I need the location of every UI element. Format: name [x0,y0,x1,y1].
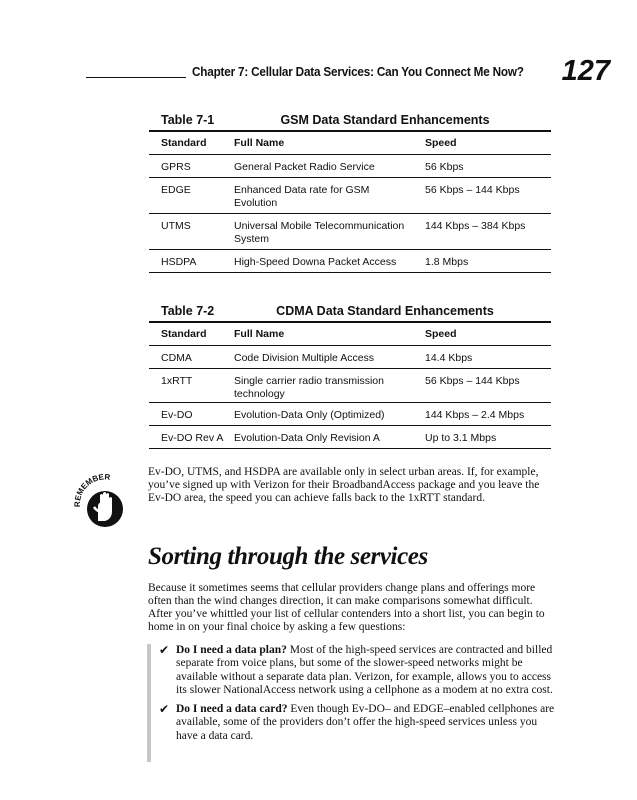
remember-icon [70,465,138,529]
section-title: Sorting through the services [148,543,428,570]
table-cell: 56 Kbps [425,161,464,173]
table-cell: Ev-DO [161,409,193,421]
table-cell: 14.4 Kbps [425,352,473,364]
table-row [149,250,551,273]
table-cell: 56 Kbps – 144 Kbps [425,184,520,196]
table-cdma [149,301,551,449]
table-row [149,403,551,426]
table-title: CDMA Data Standard Enhancements [276,304,494,318]
question-text: Do I need a data plan? [176,644,287,656]
table-cell: Ev-DO Rev A [161,432,224,444]
answer-text: Most of the high-speed services are contracted and billed separate from voice plans, but some of the slower-speed networks might be available without a separate data plan. Verizon, for example, allows you to access its slower NationalAccess network using a cellphone as a modem at no extra cost. [176,644,553,696]
table-cell: 144 Kbps – 384 Kbps [425,220,526,232]
table-title-bar [149,110,551,132]
table-cell: 1xRTT [161,375,193,387]
column-header: Standard [161,137,207,149]
question-list [147,644,559,762]
table-cell: High-Speed Downa Packet Access [234,256,397,268]
table-cell: 144 Kbps – 2.4 Mbps [425,409,525,421]
header-rule [86,77,186,78]
column-header: Speed [425,137,457,149]
table-cell: Up to 3.1 Mbps [425,432,497,444]
table-cell: Enhanced Data rate for GSM Evolution [234,184,370,209]
table-row [149,155,551,178]
table-cell: Evolution-Data Only Revision A [234,432,380,444]
list-item [159,644,559,697]
table-cell: UTMS [161,220,191,232]
check-icon: ✔ [159,643,170,657]
table-cell: Code Division Multiple Access [234,352,375,364]
table-header-row [149,132,551,155]
table-cell: CDMA [161,352,192,364]
table-header-row [149,323,551,346]
table-row [149,214,551,250]
table-cell: Universal Mobile Telecommunication System [234,220,405,245]
table-row [149,426,551,449]
list-item [159,703,559,743]
check-icon: ✔ [159,702,170,717]
section-intro: Because it sometimes seems that cellular providers change plans and offerings more often than the wind changes direction, it can make comparisons somewhat difficult. After you’ve whittled your list of cellular contenders into a short list, you can begin to home in on your final choice by asking a few questions: [148,582,545,633]
table-cell: EDGE [161,184,191,196]
page-number: 127 [561,55,610,87]
question-text: Do I need a data card? [176,703,288,716]
remember-note: Ev-DO, UTMS, and HSDPA are available only in select urban areas. If, for example, you’ve signed up with Verizon for their BroadbandAccess package and you leave the Ev-DO area, the speed you can achieve falls back to the 1xRTT standard. [148,466,540,504]
column-header: Speed [425,328,457,340]
table-cell: HSDPA [161,256,197,268]
column-header: Full Name [234,328,285,340]
table-title: GSM Data Standard Enhancements [280,113,490,127]
table-title-bar [149,301,551,323]
chapter-title: Chapter 7: Cellular Data Services: Can You Connect Me Now? [192,64,524,79]
table-cell: 1.8 Mbps [425,256,469,268]
table-cell: General Packet Radio Service [234,161,375,173]
table-row [149,346,551,369]
remember-icon-label: REMEMBER [72,472,111,508]
table-cell: Evolution-Data Only (Optimized) [234,409,385,421]
column-header: Standard [161,328,207,340]
table-number: Table 7-1 [161,113,215,127]
table-cell: GPRS [161,161,191,173]
table-gsm [149,110,551,273]
answer-text: Even though Ev-DO– and EDGE–enabled cellphones are available, some of the providers don’t offer the high-speed services unless you have a data card. [176,703,555,742]
column-header: Full Name [234,137,285,149]
table-row [149,178,551,214]
page-header [86,55,616,88]
table-cell: 56 Kbps – 144 Kbps [425,375,520,387]
table-cell: Single carrier radio transmission technology [234,375,384,400]
table-row [149,369,551,403]
table-number: Table 7-2 [161,304,215,318]
